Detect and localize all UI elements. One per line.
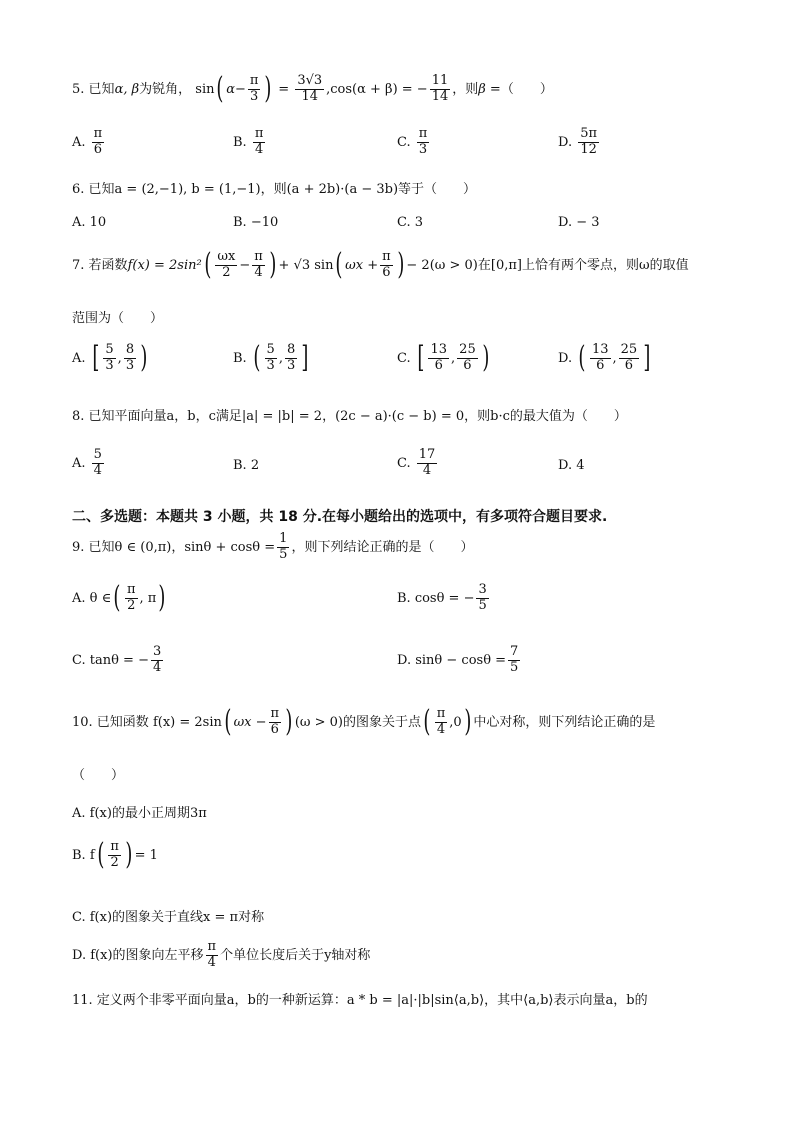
q5-option-b[interactable]: B. $\frac{\pi}{4}$ (233, 126, 264, 157)
q8-option-d[interactable]: D. 4 (558, 458, 585, 473)
q6-stem: 6. 已知a = (2,−1), b = (1,−1)，则(a + 2b)·(a − 3b)等于（ ） (72, 182, 477, 197)
q10-stem: 10. 已知函数 f(x) = 2sin( ωx − $\frac{\pi}{6}$ ) (ω > 0)的图象关于点( $\frac{\pi}{4}$ ,0) 中心对称，则下列结论正确的是 (72, 704, 656, 740)
q6-option-c[interactable]: C. 3 (397, 215, 424, 230)
q5-option-c[interactable]: C. $\frac{\pi}{3}$ (397, 126, 428, 157)
section-heading-multiple-choice: 二、多选题：本题共 3 小题，共 18 分.在每小题给出的选项中，有多项符合题目要求. (72, 509, 608, 525)
q5-option-d[interactable]: D. $\frac{5\pi}{12}$ (558, 126, 598, 157)
q8-stem: 8. 已知平面向量a，b，c满足|a| = |b| = 2，(2c − a)·(c − b) = 0，则b·c的最大值为（ ） (72, 409, 627, 424)
q8-option-c[interactable]: C. $\frac{17}{4}$ (397, 447, 436, 478)
q9-stem: 9. 已知θ ∈ (0,π)，sinθ + cosθ = $\frac{1}{5}$ ，则下列结论正确的是（ ） (72, 531, 474, 562)
q10-option-d[interactable]: D. f(x)的图象向左平移 $\frac{\pi}{4}$ 个单位长度后关于y轴对称 (72, 939, 371, 970)
q7-option-d[interactable]: D. ( $\frac{13}{6}$ , $\frac{25}{6}$ ] (558, 340, 651, 376)
q6-option-d[interactable]: D. − 3 (558, 215, 600, 230)
q10-option-c[interactable]: C. f(x)的图象关于直线x = π对称 (72, 910, 265, 925)
q7-option-c[interactable]: C. [ $\frac{13}{6}$ , $\frac{25}{6}$ ) (397, 340, 490, 376)
q7-option-a[interactable]: A. [ $\frac{5}{3}$ , $\frac{8}{3}$ ) (72, 340, 148, 376)
q9-option-b[interactable]: B. cosθ = − $\frac{3}{5}$ (397, 582, 487, 613)
q10-stem-line2: （ ） (72, 768, 125, 783)
q9-option-c[interactable]: C. tanθ = − $\frac{3}{4}$ (72, 644, 162, 675)
q5-option-a[interactable]: A. $\frac{\pi}{6}$ (72, 126, 103, 157)
q10-option-b[interactable]: B. f( $\frac{\pi}{2}$ ) = 1 (72, 837, 158, 873)
q6-option-b[interactable]: B. −10 (233, 215, 279, 230)
q7-option-b[interactable]: B. ( $\frac{5}{3}$ , $\frac{8}{3}$ ] (233, 340, 309, 376)
q7-stem-line2: 范围为（ ） (72, 311, 164, 326)
q9-option-a[interactable]: A. θ ∈( $\frac{\pi}{2}$ , π) (72, 580, 166, 616)
q6-option-a[interactable]: A. 10 (72, 215, 107, 230)
q9-option-d[interactable]: D. sinθ − cosθ = $\frac{7}{5}$ (397, 644, 519, 675)
q5-stem: 5. 已知α, β为锐角， sin( α− $\frac{\pi}{3}$ ) = $\frac{3√3}{14}$ ,cos(α + β) = − $\frac{11}{14}$ ，则β =（ ） (72, 71, 553, 107)
q8-option-a[interactable]: A. $\frac{5}{4}$ (72, 447, 102, 478)
q11-stem: 11. 定义两个非零平面向量a，b的一种新运算：a * b = |a|·|b|sin⟨a,b⟩，其中⟨a,b⟩表示向量a，b的 (72, 993, 648, 1008)
q10-option-a[interactable]: A. f(x)的最小正周期3π (72, 806, 207, 821)
q8-option-b[interactable]: B. 2 (233, 458, 260, 473)
q7-stem: 7. 若函数f(x) = 2sin²( $\frac{\omega x}{2}$ − $\frac{\pi}{4}$ ) + √3 sin( ωx + $\frac{\pi}{6}$ ) − 2(ω > 0)在[0,π]上恰有两个零点，则ω的取值 (72, 247, 689, 283)
